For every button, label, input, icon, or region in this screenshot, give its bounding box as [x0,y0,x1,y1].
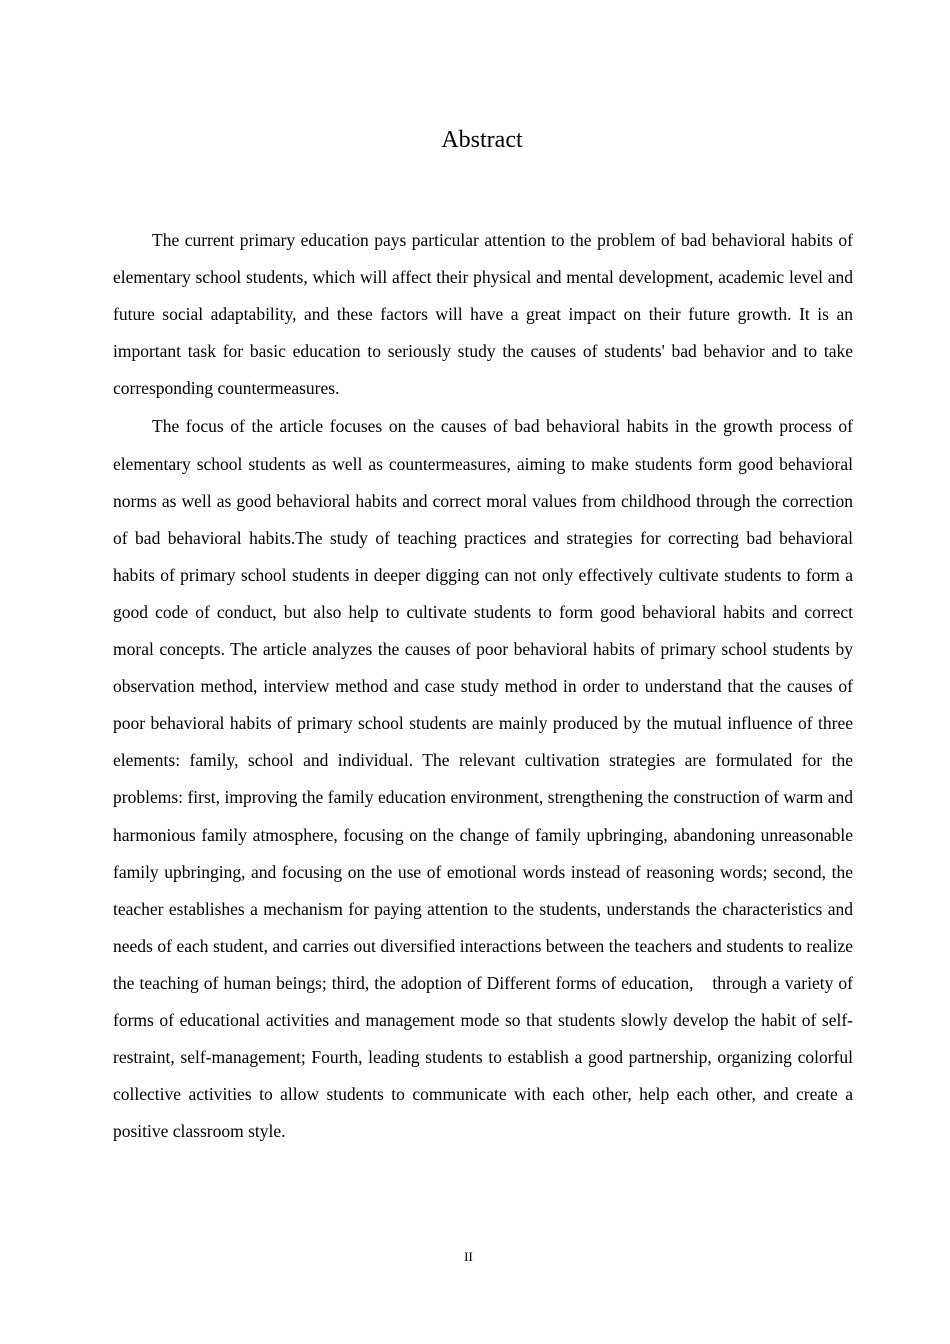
abstract-paragraph-1: The current primary education pays particular attention to the problem of bad behavioral habits of elementary school students, which will affect their physical and mental development, academic level and future social adaptability, and these factors will have a great impact on their future growth. It is an important task for basic education to seriously study the causes of students' bad behavior and to take corresponding countermeasures. [113,230,853,399]
page-number: II [464,1249,473,1264]
abstract-title: Abstract [441,127,523,153]
abstract-paragraph-2: The focus of the article focuses on the causes of bad behavioral habits in the growth process of elementary school students as well as countermeasures, aiming to make students form good behavioral norms as well as good behavioral habits and correct moral values from childhood through the correction of bad behavioral habits.The study of teaching practices and strategies for correcting bad behavioral habits of primary school students in deeper digging can not only effectively cultivate students to form a good code of conduct, but also help to cultivate students to form good behavioral habits and correct moral concepts. The article analyzes the causes of poor behavioral habits of primary school students by observation method, interview method and case study method in order to understand that the causes of poor behavioral habits of primary school students are mainly produced by the mutual influence of three elements: family, school and individual. The relevant cultivation strategies are formulated for the problems: first, improving the family education environment, strengthening the construction of warm and harmonious family atmosphere, focusing on the change of family upbringing, abandoning unreasonable family upbringing, and focusing on the use of emotional words instead of reasoning words; second, the teacher establishes a mechanism for paying attention to the students, understands the characteristics and needs of each student, and carries out diversified interactions between the teachers and students to realize the teaching of human beings; third, the adoption of Different forms of education, through a variety of forms of educational activities and management mode so that students slowly develop the habit of self-restraint, self-management; Fourth, leading students to establish a good partnership, organizing colorful collective activities to allow students to communicate with each other, help each other, and create a positive classroom style. [113,416,853,1142]
abstract-body [113,222,853,1151]
